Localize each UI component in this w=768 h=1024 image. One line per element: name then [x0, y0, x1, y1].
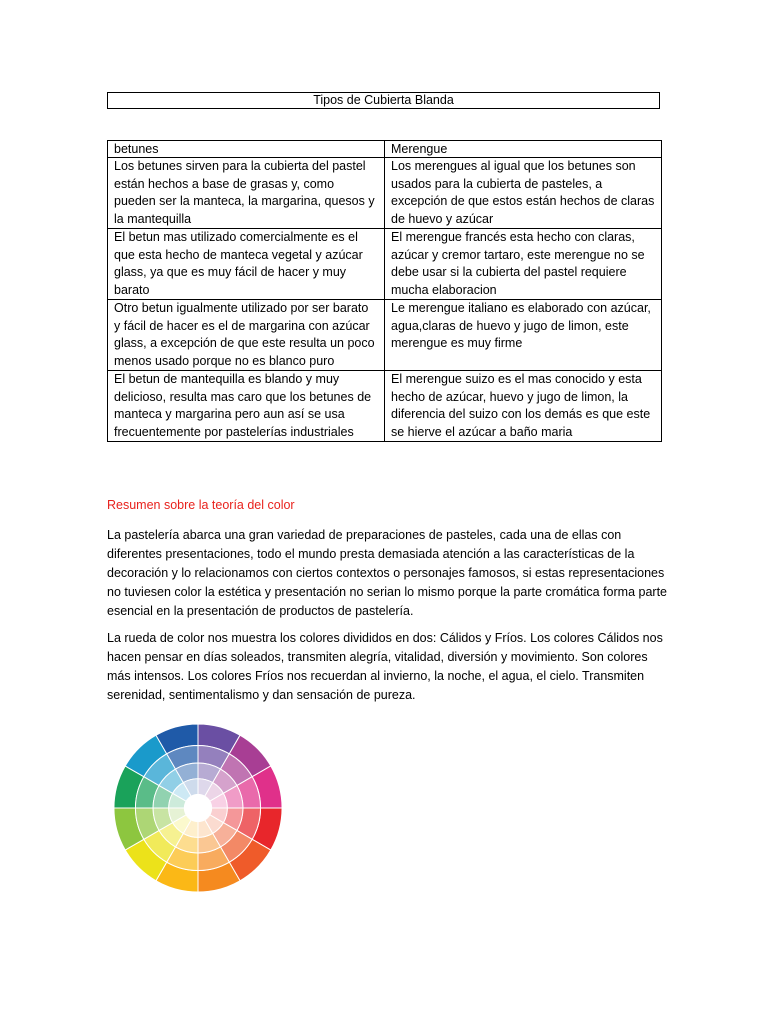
table-cell: El merengue suizo es el mas conocido y esta hecho de azúcar, huevo y jugo de limon, la diferencia del suizo con los demás es que este se hierve el azúcar a baño maria	[385, 371, 662, 442]
column-header-merengue: Merengue	[385, 141, 662, 158]
table-cell: El betun de mantequilla es blando y muy delicioso, resulta mas caro que los betunes de manteca y margarina pero aun así se usa frecuentemente por pastelerías industriales	[108, 371, 385, 442]
table-cell: Le merengue italiano es elaborado con azúcar, agua,claras de huevo y jugo de limon, este merengue es muy firme	[385, 300, 662, 371]
table-row	[108, 229, 662, 300]
table-cell: Los betunes sirven para la cubierta del pastel están hechos a base de grasas y, como pueden ser la manteca, la margarina, quesos y la mantequilla	[108, 158, 385, 229]
table-title: Tipos de Cubierta Blanda	[107, 92, 660, 109]
table-cell: Los merengues al igual que los betunes son usados para la cubierta de pasteles, a excepción de que estos están hechos de claras de huevo y azúcar	[385, 158, 662, 229]
table-row	[108, 371, 662, 442]
table-row	[108, 158, 662, 229]
table-cell: El merengue francés esta hecho con claras, azúcar y cremor tartaro, este merengue no se debe usar si la cubierta del pastel requiere mucha elaboracion	[385, 229, 662, 300]
table-cell: Otro betun igualmente utilizado por ser barato y fácil de hacer es el de margarina con azúcar glass, a excepción de que este resulta un poco menos usado porque no es blanco puro	[108, 300, 385, 371]
table-cell: El betun mas utilizado comercialmente es el que esta hecho de manteca vegetal y azúcar glass, ya que es muy fácil de hacer y muy barato	[108, 229, 385, 300]
paragraph-color-wheel: La rueda de color nos muestra los colores divididos en dos: Cálidos y Fríos. Los colores Cálidos nos hacen pensar en días soleados, transmiten alegría, vitalidad, diversión y movimiento. Son colores más intensos. Los colores Fríos nos recuerdan al invierno, la noche, el agua, el cielo. Transmiten serenidad, sentimentalismo y dan sensación de pureza.	[107, 631, 663, 702]
section-heading: Resumen sobre la teoría del color	[107, 498, 295, 512]
paragraph-intro: La pastelería abarca una gran variedad de preparaciones de pasteles, cada una de ellas con diferentes presentaciones, todo el mundo presta demasiada atención a las características de la decoración y lo relacionamos con ciertos contextos o personajes famosos, si estas representaciones no tuviesen color la estética y presentación no serian lo mismo porque la parte cromática forma parte esencial en la presentación de productos de pastelería.	[107, 528, 668, 618]
color-wheel-center	[184, 794, 211, 821]
table-header-row	[108, 141, 662, 158]
color-wheel-image	[112, 720, 284, 896]
cubierta-table	[107, 140, 662, 442]
table-row	[108, 300, 662, 371]
column-header-betunes: betunes	[108, 141, 385, 158]
